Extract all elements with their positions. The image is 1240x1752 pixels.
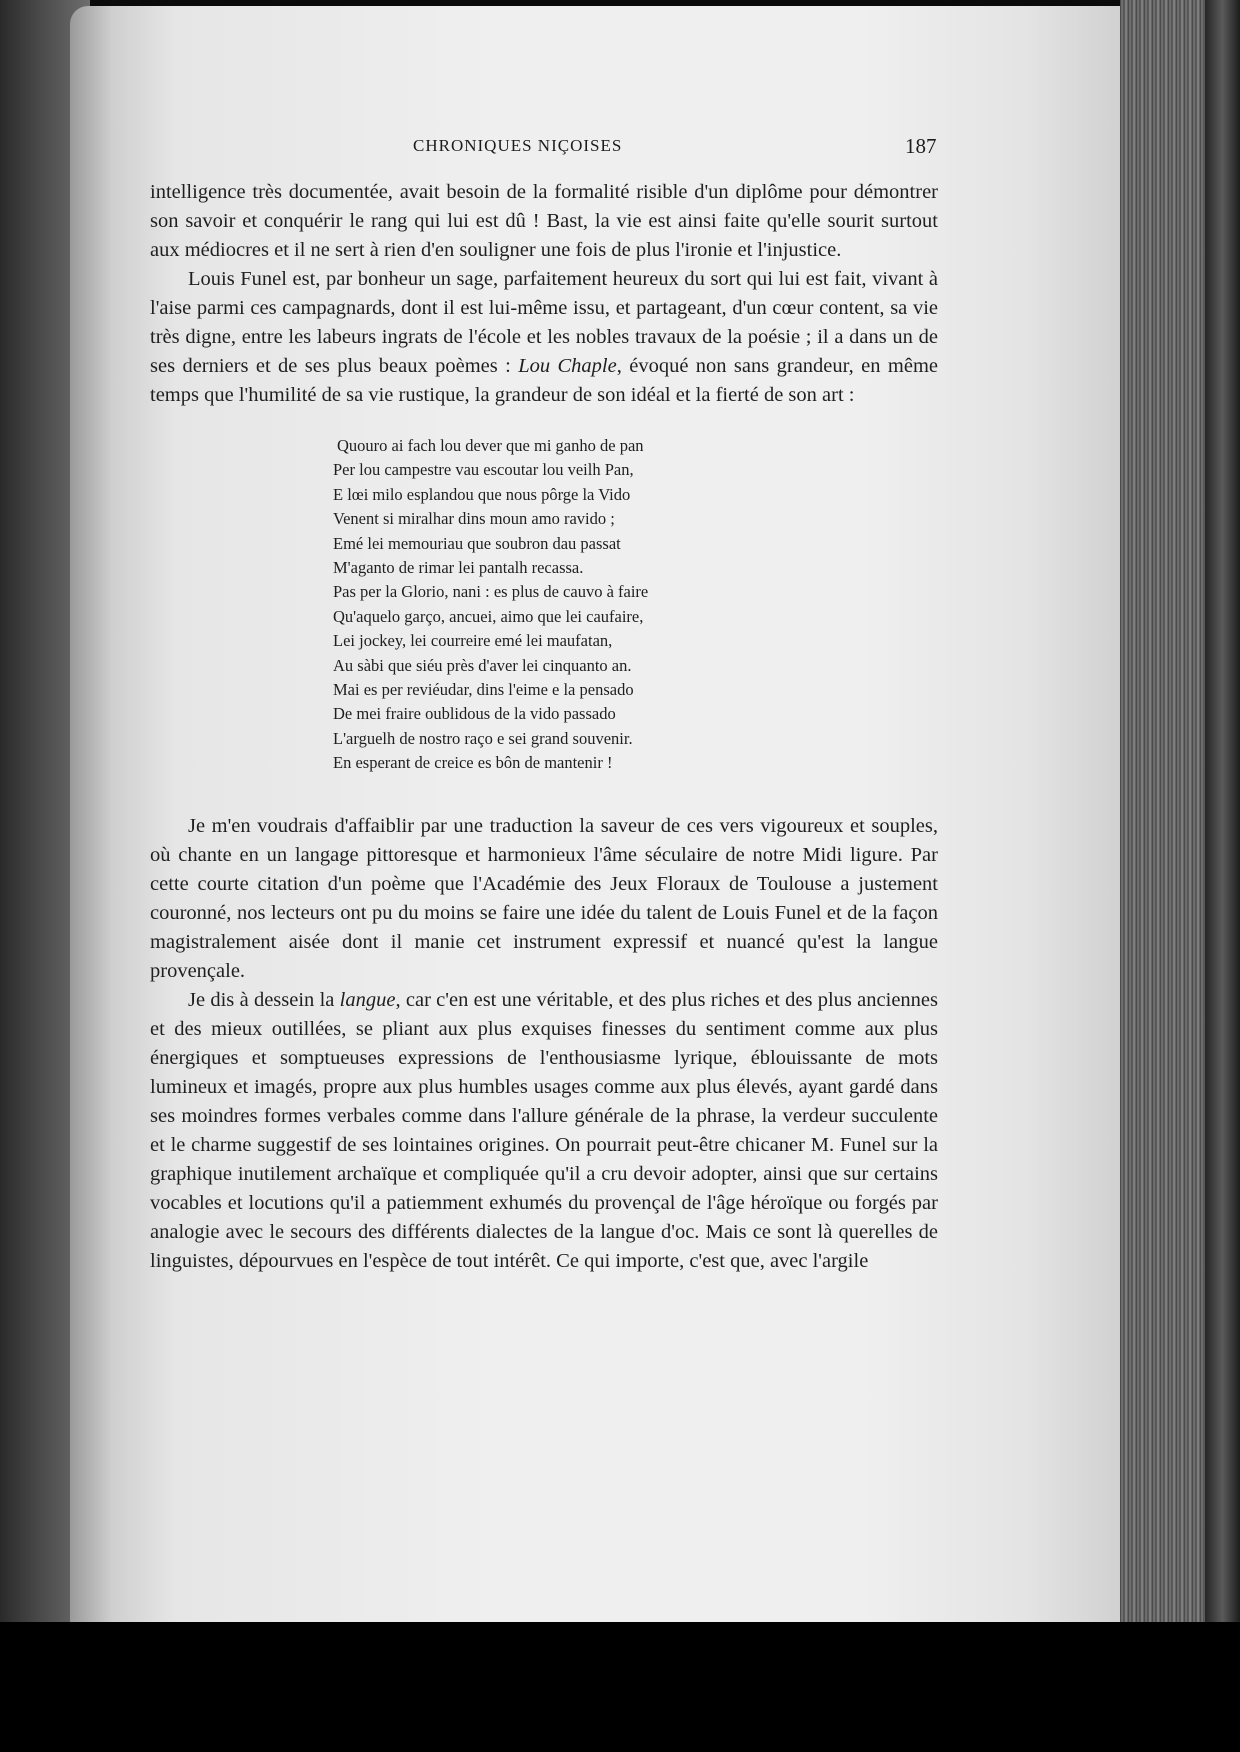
poem-line: Qu'aquelo garço, ancuei, aimo que lei caufaire,	[333, 606, 644, 626]
poem-line: Lei jockey, lei courreire emé lei maufatan,	[333, 631, 613, 651]
scan-bottom-border	[0, 1622, 1240, 1752]
paragraph-text: Je m'en voudrais d'affaiblir par une traduction la saveur de ces vers vigoureux et souples, où chante en un langage pittoresque et harmonieux l'âme séculaire de notre Midi ligure. Par cette courte citation d'un poème que l'Académie des Jeux Floraux de Toulouse a justement couronné, nos lecteurs ont pu du moins se faire une idée du talent de Louis Funel et de la façon magistralement aisée dont il manie cet instrument expressif et nuancé qu'est la langue provençale.	[150, 814, 938, 982]
paragraph	[150, 265, 938, 410]
poem-line: Per lou campestre vau escoutar lou veilh Pan,	[333, 460, 634, 480]
poem-line: Pas per la Glorio, nani : es plus de cauvo à faire	[333, 582, 649, 602]
paragraph-text: intelligence très documentée, avait besoin de la formalité risible d'un diplôme pour démontrer son savoir et conquérir le rang qui lui est dû ! Bast, la vie est ainsi faite qu'elle sourit surtout aux médiocres et il ne sert à rien d'en souligner une fois de plus l'ironie et l'injustice.	[150, 181, 938, 261]
poem-line: Venent si miralhar dins moun amo ravido ;	[333, 509, 615, 529]
paragraph-text: , évoqué non sans grandeur, en même temps que l'humilité de sa vie rustique, la grandeur de son idéal et la fierté de son art :	[150, 355, 938, 406]
paragraphs-before-poem	[150, 178, 938, 410]
poem-line: Au sàbi que siéu près d'aver lei cinquanto an.	[333, 655, 632, 675]
running-head-title: CHRONIQUES NIÇOISES	[413, 136, 623, 155]
body-text	[150, 178, 938, 1276]
poem	[333, 434, 938, 776]
book-cover-edge	[1205, 0, 1240, 1640]
paragraph	[150, 812, 938, 986]
poem-line: De mei fraire oublidous de la vido passado	[333, 704, 616, 724]
page-number: 187	[905, 134, 937, 158]
paragraph	[150, 178, 938, 265]
running-head	[0, 136, 1240, 166]
poem-line: Emé lei memouriau que soubron dau passat	[333, 533, 621, 553]
poem-line: E lœi milo esplandou que nous pôrge la Vido	[333, 484, 631, 504]
paragraph-text: Louis Funel est, par bonheur un sage, parfaitement heureux du sort qui lui est fait, vivant à l'aise parmi ces campagnards, dont il est lui-même issu, et partageant, d'un cœur content, sa vie très digne, entre les labeurs ingrats de l'école et les nobles travaux de la poésie ; il a dans un de ses derniers et de ses plus beaux poèmes :	[150, 268, 938, 377]
paragraph-text: , car c'en est une véritable, et des plus riches et des plus anciennes et des mieux outillées, se pliant aux plus exquises finesses du sentiment comme aux plus énergiques et somptueuses expressions de l'enthousiasme lyrique, éblouissante de mots lumineux et imagés, propre aux plus humbles usages comme aux plus élevés, ayant gardé dans ses moindres formes verbales comme dans l'allure générale de la phrase, la verdeur succulente et le charme suggestif de ses lointaines origines. On pourrait peut-être chicaner M. Funel sur la graphique inutilement archaïque et compliquée qu'il a cru devoir adopter, ainsi que sur certains vocables et locutions qu'il a patiemment exhumés du provençal de l'âge héroïque ou forgés par analogie avec le secours des différents dialectes de la langue d'oc. Mais ce sont là querelles de linguistes, dépourvues en l'espèce de tout intérêt. Ce qui importe, c'est que, avec l'argile	[150, 988, 938, 1272]
italic-title: Lou Chaple	[518, 355, 617, 377]
poem-line: Quouro ai fach lou dever que mi ganho de pan	[337, 436, 644, 455]
poem-line: L'arguelh de nostro raço e sei grand souvenir.	[333, 728, 633, 748]
poem-line: En esperant de creice es bôn de mantenir !	[333, 753, 613, 773]
paragraph	[150, 986, 938, 1276]
paragraphs-after-poem	[150, 812, 938, 1276]
italic-title: langue	[339, 988, 396, 1011]
poem-line: Mai es per reviéudar, dins l'eime e la pensado	[333, 680, 634, 700]
poem-line: M'aganto de rimar lei pantalh recassa.	[333, 558, 584, 578]
paragraph-text: Je dis à dessein la	[188, 988, 340, 1011]
